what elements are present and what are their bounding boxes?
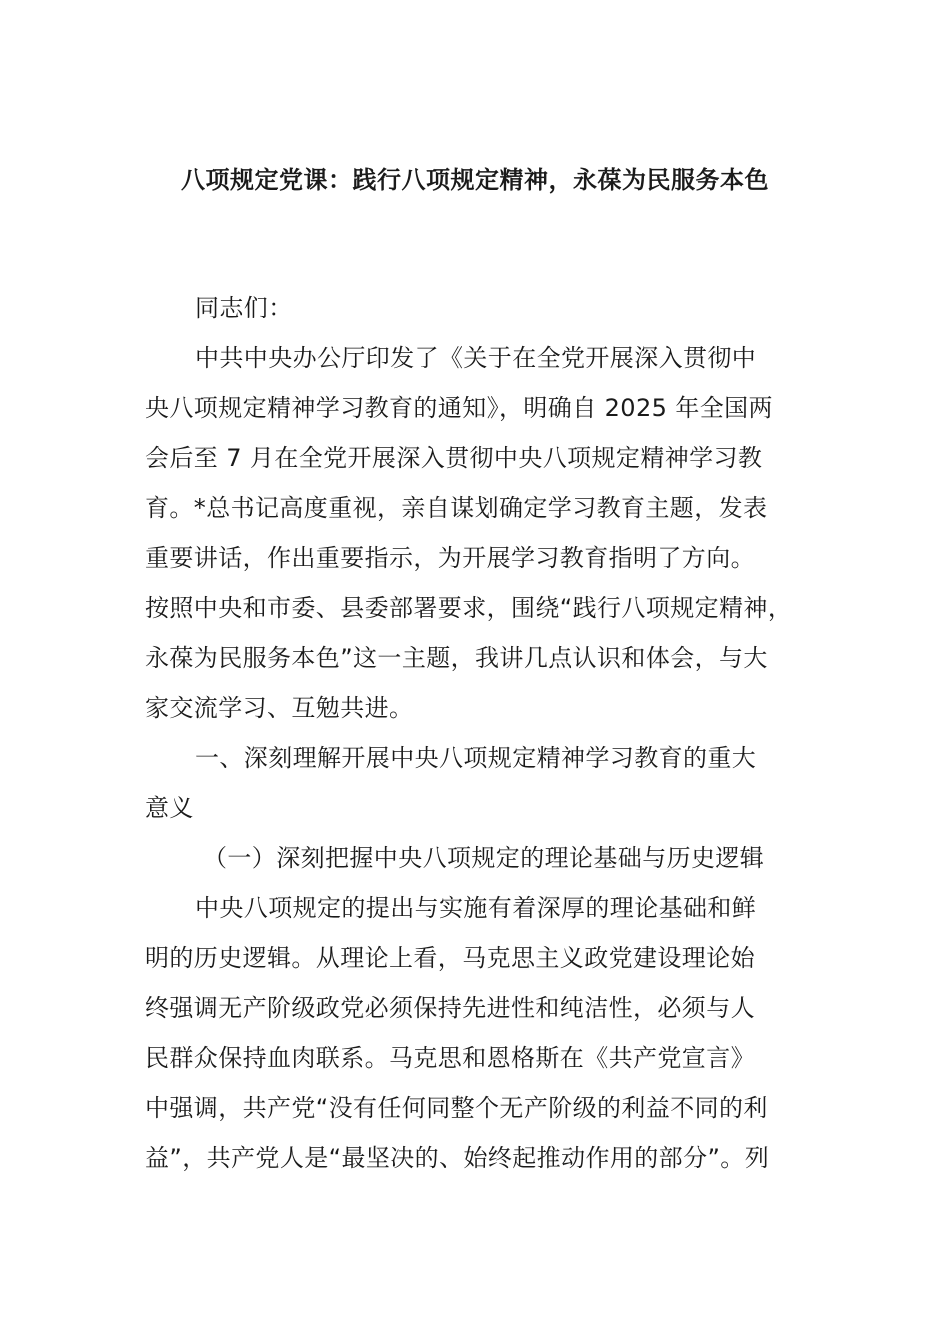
paragraph-line: 育。*总书记高度重视，亲自谋划确定学习教育主题，发表 xyxy=(145,494,768,522)
salutation: 同志们： xyxy=(195,294,293,322)
subsection-heading: （一）深刻把握中央八项规定的理论基础与历史逻辑 xyxy=(203,844,765,872)
section-heading: 一、深刻理解开展中央八项规定精神学习教育的重大 xyxy=(195,744,757,772)
paragraph-line: 民群众保持血肉联系。马克思和恩格斯在《共产党宣言》 xyxy=(145,1044,755,1072)
paragraph-line: 中强调，共产党“没有任何同整个无产阶级的利益不同的利 xyxy=(145,1094,768,1122)
paragraph-line: 明的历史逻辑。从理论上看，马克思主义政党建设理论始 xyxy=(145,944,755,972)
paragraph-line: 重要讲话，作出重要指示，为开展学习教育指明了方向。 xyxy=(145,544,755,572)
paragraph-line: 终强调无产阶级政党必须保持先进性和纯洁性，必须与人 xyxy=(145,994,755,1022)
paragraph-line: 央八项规定精神学习教育的通知》，明确自 2025 年全国两 xyxy=(145,394,773,422)
paragraph-line: 永葆为民服务本色”这一主题，我讲几点认识和体会，与大 xyxy=(145,644,768,672)
paragraph-line: 中共中央办公厅印发了《关于在全党开展深入贯彻中 xyxy=(195,344,757,372)
paragraph-line: 按照中央和市委、县委部署要求，围绕“践行八项规定精神， xyxy=(145,594,793,622)
document-title: 八项规定党课：践行八项规定精神，永葆为民服务本色 xyxy=(181,166,769,194)
paragraph-line: 家交流学习、互勉共进。 xyxy=(145,694,414,722)
paragraph-line: 中央八项规定的提出与实施有着深厚的理论基础和鲜 xyxy=(195,894,757,922)
document-body xyxy=(145,283,811,1183)
paragraph-line: 会后至 7 月在全党开展深入贯彻中央八项规定精神学习教 xyxy=(145,444,763,472)
section-heading: 意义 xyxy=(145,794,194,822)
paragraph-line: 益”，共产党人是“最坚决的、始终起推动作用的部分”。列 xyxy=(145,1144,770,1172)
